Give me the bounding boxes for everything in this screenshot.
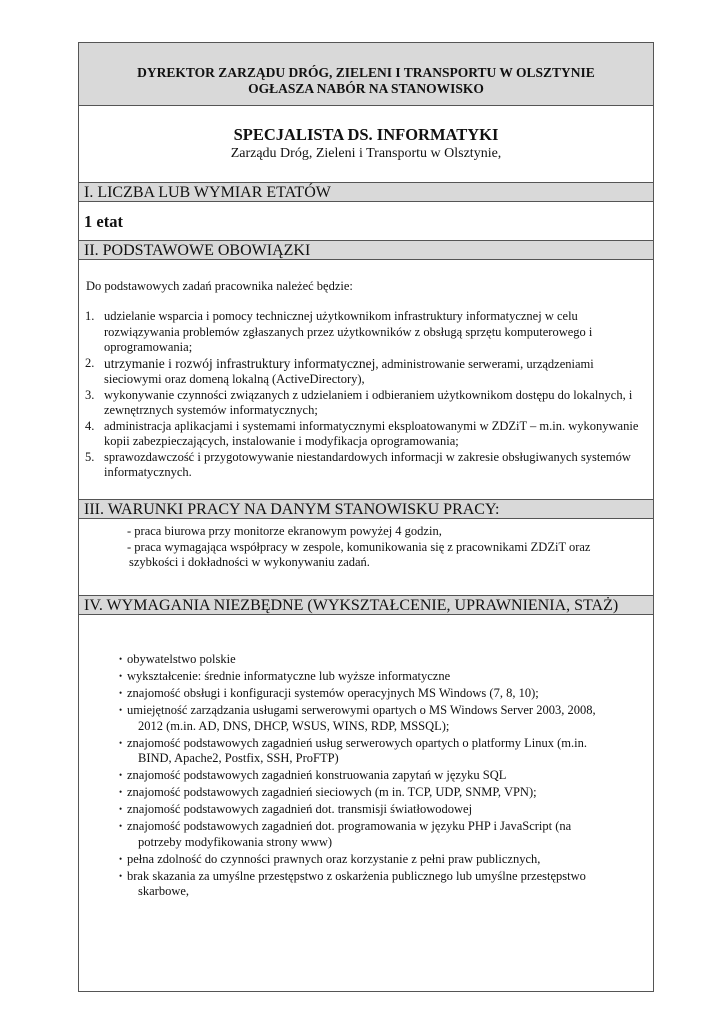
list-item: [119, 869, 653, 900]
duty-text: sprawozdawczość i przygotowywanie niestandardowych informacji w zakresie obsługiwanych systemów informatycznych.: [104, 449, 631, 479]
bullet-icon: •: [119, 688, 123, 698]
condition-line: - praca biurowa przy monitorze ekranowym powyżej 4 godzin,: [127, 524, 442, 538]
bullet-icon: •: [119, 787, 123, 797]
list-item: [119, 652, 653, 668]
requirement-text: znajomość obsługi i konfiguracji systemów operacyjnych MS Windows (7, 8, 10);: [127, 686, 539, 700]
position-title-block: [79, 106, 653, 182]
bullet-icon: •: [119, 671, 123, 681]
condition-line: szybkości i dokładności w wykonywaniu zadań.: [129, 555, 370, 569]
requirement-text: wykształcenie: średnie informatyczne lub wyższe informatyczne: [127, 669, 451, 683]
duties-list: [79, 309, 639, 481]
duty-text: udzielanie wsparcia i pomocy technicznej użytkownikom infrastruktury informatycznej w celu rozwiązywania problemów zgłaszanych przez użytkowników z obsługą sprzętu komputerowego i oprogramowania;: [104, 309, 593, 354]
bullet-icon: •: [119, 821, 123, 831]
posting-header: [79, 43, 653, 106]
bullet-icon: •: [119, 654, 123, 664]
bullet-icon: •: [119, 737, 123, 748]
requirement-text: pełna zdolność do czynności prawnych oraz korzystanie z pełni praw publicznych,: [127, 851, 541, 866]
header-line-2: OGŁASZA NABÓR NA STANOWISKO: [248, 81, 484, 96]
condition-line: - praca wymagająca współpracy w zespole, komunikowania się z pracownikami ZDZiT oraz: [127, 539, 591, 554]
list-item: [79, 388, 639, 419]
bullet-icon: •: [119, 705, 123, 715]
requirement-text: znajomość podstawowych zagadnień dot. programowania w języku PHP i JavaScript (na: [127, 819, 572, 833]
position-title: SPECJALISTA DS. INFORMATYKI: [233, 125, 499, 144]
section-heading-etaty: I. LICZBA LUB WYMIAR ETATÓW: [79, 182, 653, 202]
requirement-text: obywatelstwo polskie: [127, 652, 236, 666]
duty-text: , administrowanie serwerami, urządzeniami sieciowymi oraz domeną lokalną (ActiveDirectory),: [104, 356, 594, 386]
requirement-text: znajomość podstawowych zagadnień sieciowych (m in. TCP, UDP, SNMP, VPN);: [127, 785, 537, 799]
list-item: [79, 309, 639, 356]
list-item: [119, 819, 653, 850]
bullet-icon: •: [119, 804, 123, 814]
requirement-text: znajomość podstawowych zagadnień usług serwerowych opartych o platformy Linux (m.in.: [127, 735, 587, 750]
list-item: [119, 669, 653, 685]
requirement-text: umiejętność zarządzania usługami serwerowymi opartych o MS Windows Server 2003, 2008,: [127, 703, 596, 717]
requirements-list: [119, 652, 653, 901]
list-item: [79, 356, 639, 388]
list-item: [119, 686, 653, 702]
list-item: [119, 852, 653, 868]
duty-number: 1.: [85, 309, 95, 323]
list-item: [79, 450, 639, 481]
bullet-icon: •: [119, 770, 123, 780]
duty-number: 2.: [85, 355, 95, 370]
list-item: [119, 736, 653, 767]
duties-intro: Do podstawowych zadań pracownika należeć będzie:: [86, 279, 353, 293]
requirement-text-cont: BIND, Apache2, Postfix, SSH, ProFTP): [138, 751, 339, 765]
list-item: [119, 768, 653, 784]
requirement-text-cont: 2012 (m.in. AD, DNS, DHCP, WSUS, WINS, RDP, MSSQL);: [138, 718, 450, 733]
duty-number: 4.: [85, 418, 95, 433]
requirement-text: brak skazania za umyślne przestępstwo z oskarżenia publicznego lub umyślne przestępstwo: [127, 868, 586, 883]
etat-value: 1 etat: [84, 212, 123, 231]
job-posting-frame: [78, 42, 654, 992]
duty-number: 5.: [85, 449, 95, 464]
duty-number: 3.: [85, 387, 95, 402]
section-heading-warunki: III. WARUNKI PRACY NA DANYM STANOWISKU PRACY:: [79, 499, 653, 519]
list-item: [79, 419, 639, 450]
duty-text: administracja aplikacjami i systemami informatycznymi eksploatowanymi w ZDZiT – m.in. wykonywanie kopii zabezpieczających, instalowanie i modyfikacja oprogramowania;: [104, 418, 639, 448]
requirement-text: znajomość podstawowych zagadnień konstruowania zapytań w języku SQL: [127, 768, 507, 782]
position-subtitle: Zarządu Dróg, Zieleni i Transportu w Olsztynie,: [230, 146, 502, 161]
section-heading-obowiazki: II. PODSTAWOWE OBOWIĄZKI: [79, 240, 653, 260]
requirement-text: znajomość podstawowych zagadnień dot. transmisji światłowodowej: [127, 802, 473, 816]
header-line-1: DYREKTOR ZARZĄDU DRÓG, ZIELENI I TRANSPORTU W OLSZTYNIE: [137, 65, 595, 80]
requirement-text-cont: potrzeby modyfikowania strony www): [138, 834, 333, 849]
work-conditions: [127, 524, 647, 571]
bullet-icon: •: [119, 853, 123, 864]
duty-text-lead: utrzymanie i rozwój infrastruktury informatycznej: [104, 355, 376, 371]
list-item: [119, 802, 653, 818]
list-item: [119, 703, 653, 734]
list-item: [119, 785, 653, 801]
section-heading-wymagania: IV. WYMAGANIA NIEZBĘDNE (WYKSZTAŁCENIE, UPRAWNIENIA, STAŻ): [79, 595, 653, 615]
requirement-text-cont: skarbowe,: [138, 884, 190, 898]
bullet-icon: •: [119, 870, 123, 881]
duty-text: wykonywanie czynności związanych z udzielaniem i odbieraniem użytkownikom dostępu do lokalnych, i zewnętrznych systemów informatycznych;: [104, 387, 633, 417]
